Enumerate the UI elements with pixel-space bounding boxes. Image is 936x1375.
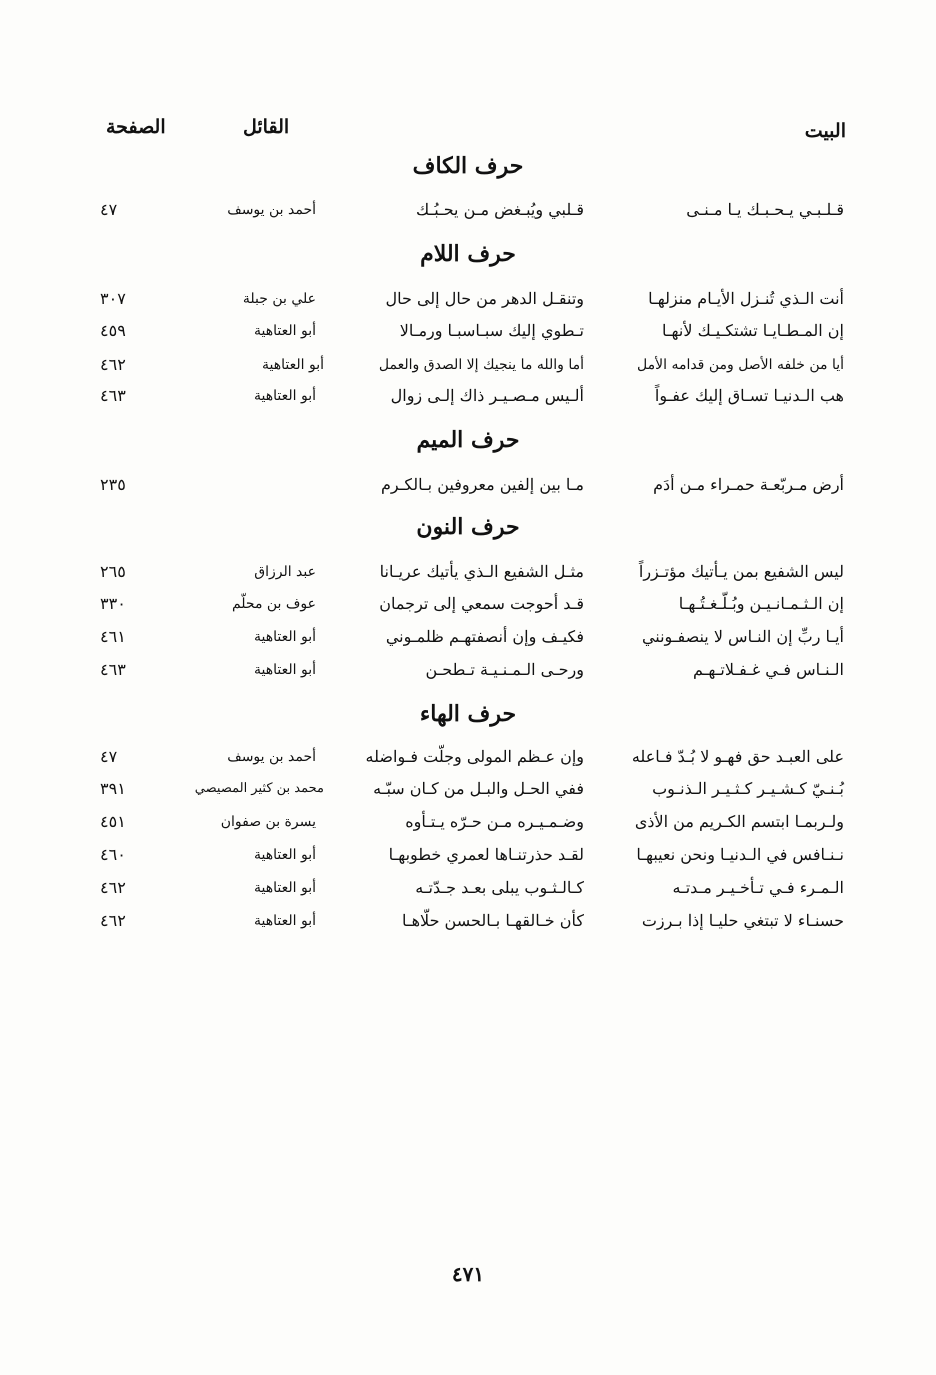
verse-second-hemistich: فكيـف وإن أنصفتهـم ظلمـوني <box>385 627 584 646</box>
page-ref: ٤٥٩ <box>100 321 126 340</box>
speaker-name: أبو العتاهية <box>254 880 316 896</box>
page-ref: ٣٠٧ <box>100 289 126 308</box>
verse-second-hemistich: وضـمـيـره مـن حـرّه يـتـأوه <box>405 812 584 831</box>
page-ref: ٤٥١ <box>100 812 126 831</box>
table-row <box>0 906 936 936</box>
page-ref: ٢٦٥ <box>100 562 126 581</box>
verse-first-hemistich: هب الـدنيـا تسـاق إليك عفـواً <box>654 386 844 405</box>
speaker-name: أبو العتاهية <box>254 388 316 404</box>
speaker-name: أبو العتاهية <box>254 323 316 339</box>
section-title: حرف اللام <box>420 241 516 267</box>
verse-second-hemistich: ألـيس مـصـيـر ذاك إلـى زوال <box>390 386 584 405</box>
speaker-name: يسرة بن صفوان <box>220 814 316 830</box>
page-number: ٤٧١ <box>451 1262 485 1286</box>
table-row <box>0 284 936 314</box>
speaker-name: أبو العتاهية <box>254 913 316 929</box>
verse-first-hemistich: الـمـرء فـي تـأخـيـر مـدتـه <box>672 878 844 897</box>
verse-first-hemistich: على العبـد حق فهـو لا بُـدّ فـاعله <box>631 747 844 766</box>
table-row <box>0 557 936 587</box>
verse-first-hemistich: حسنـاء لا تبتغي حليـا إذا بـرزت <box>641 911 844 930</box>
verse-second-hemistich: مثـل الشفيع الـذي يأتيك عريـانا <box>379 562 584 581</box>
verse-first-hemistich: إن الـثـمـانـيـن وبُـلّـغـتُـهـا <box>678 594 844 613</box>
verse-second-hemistich: مـا بين إلفين معروفين بـالكـرم <box>380 475 584 494</box>
verse-first-hemistich: بُـنـيّ كـشـيـر كـثـيـر الـذنـوب <box>652 779 844 798</box>
page-ref: ٤٦٣ <box>100 386 126 405</box>
page-ref: ٤٦٣ <box>100 660 126 679</box>
page-ref: ٤٧ <box>100 200 118 219</box>
table-row <box>0 350 936 380</box>
verse-second-hemistich: لقـد حذرتنـاها لعمري خطوبهـا <box>388 845 584 864</box>
verse-second-hemistich: وإن عـظم المولى وجلّت فـواضله <box>365 747 584 766</box>
page-ref: ٣٣٠ <box>100 594 126 613</box>
table-row <box>0 316 936 346</box>
header-verse: البيت <box>804 120 846 142</box>
speaker-name: علي بن جبلة <box>242 291 316 307</box>
table-row <box>0 381 936 411</box>
table-row <box>0 840 936 870</box>
verse-first-hemistich: قـلـبـي يـحـبـك يـا مـنـى <box>686 200 844 219</box>
verse-second-hemistich: أما والله ما ينجيك إلا الصدق والعمل <box>378 357 584 373</box>
page-ref: ٤٦١ <box>100 627 126 646</box>
header-speaker: القائل <box>243 116 290 138</box>
table-row <box>0 742 936 772</box>
verse-second-hemistich: تـطوي إليك سبـاسبـا ورمـالا <box>399 321 584 340</box>
speaker-name: أبو العتاهية <box>254 847 316 863</box>
verse-first-hemistich: أرض مـربّعـة حمـراء مـن أدَم <box>653 475 844 494</box>
page-ref: ٤٦٢ <box>100 911 126 930</box>
section-title: حرف النون <box>416 514 520 540</box>
verse-first-hemistich: إن المـطـايـا تشتكـيـك لأنهـا <box>661 321 844 340</box>
table-row <box>0 655 936 685</box>
section-title: حرف الكاف <box>412 153 524 179</box>
table-row <box>0 195 936 225</box>
verse-second-hemistich: قـلبي ويُبـغض مـن يحـبُـك <box>416 200 584 219</box>
verse-second-hemistich: كأن خـالقهـا بـالحسن حلّاهـا <box>402 911 584 930</box>
page-ref: ٤٦٢ <box>100 355 126 374</box>
verse-first-hemistich: الـنـاس فـي غـفـلاتـهـم <box>692 660 844 679</box>
section-title: حرف الهاء <box>419 701 517 727</box>
speaker-name: أحمد بن يوسف <box>227 749 316 765</box>
verse-first-hemistich: نـنـافس في الـدنيـا ونحن نعيبهـا <box>636 845 844 864</box>
speaker-name: عبد الرزاق <box>254 564 316 580</box>
verse-first-hemistich: أنت الـذي تُنـزل الأيـام منزلهـا <box>648 289 844 308</box>
speaker-name: محمد بن كثير المصيصي <box>194 781 324 796</box>
table-row <box>0 589 936 619</box>
page-ref: ٤٧ <box>100 747 118 766</box>
verse-second-hemistich: كـالـثـوب يبلى بعـد جـدّتـه <box>415 878 584 897</box>
verse-second-hemistich: قـد أحوجت سمعي إلى ترجمان <box>379 594 584 613</box>
page-ref: ٤٦٢ <box>100 878 126 897</box>
speaker-name: أحمد بن يوسف <box>227 202 316 218</box>
header-page: الصفحة <box>106 116 166 138</box>
page-ref: ٢٣٥ <box>100 475 126 494</box>
verse-first-hemistich: ليس الشفيع بمن يـأتيك مؤتـزراً <box>638 562 844 581</box>
table-row <box>0 622 936 652</box>
speaker-name: عوف بن محلّم <box>231 596 316 612</box>
speaker-name: أبو العتاهية <box>254 662 316 678</box>
section-title: حرف الميم <box>416 427 520 453</box>
verse-first-hemistich: ولـربمـا ابتسم الكـريم من الأذى <box>634 812 844 831</box>
speaker-name: أبو العتاهية <box>254 629 316 645</box>
page-ref: ٤٦٠ <box>100 845 126 864</box>
table-row <box>0 774 936 804</box>
table-row <box>0 873 936 903</box>
speaker-name: أبو العتاهية <box>262 357 324 373</box>
verse-first-hemistich: أيـا ربِّ إن النـاس لا ينصفـونني <box>641 627 844 646</box>
verse-second-hemistich: ورحـى الـمـنـيـة تـطحـن <box>425 660 584 679</box>
verse-second-hemistich: وتنقـل الدهر من حال إلى حال <box>385 289 584 308</box>
verse-first-hemistich: أيا من خلفه الأصل ومن قدامه الأمل <box>637 357 844 373</box>
table-row <box>0 807 936 837</box>
table-row <box>0 470 936 500</box>
verse-second-hemistich: ففي الحـل والبـل من كـان سبّـه <box>373 779 584 798</box>
page-ref: ٣٩١ <box>100 779 126 798</box>
